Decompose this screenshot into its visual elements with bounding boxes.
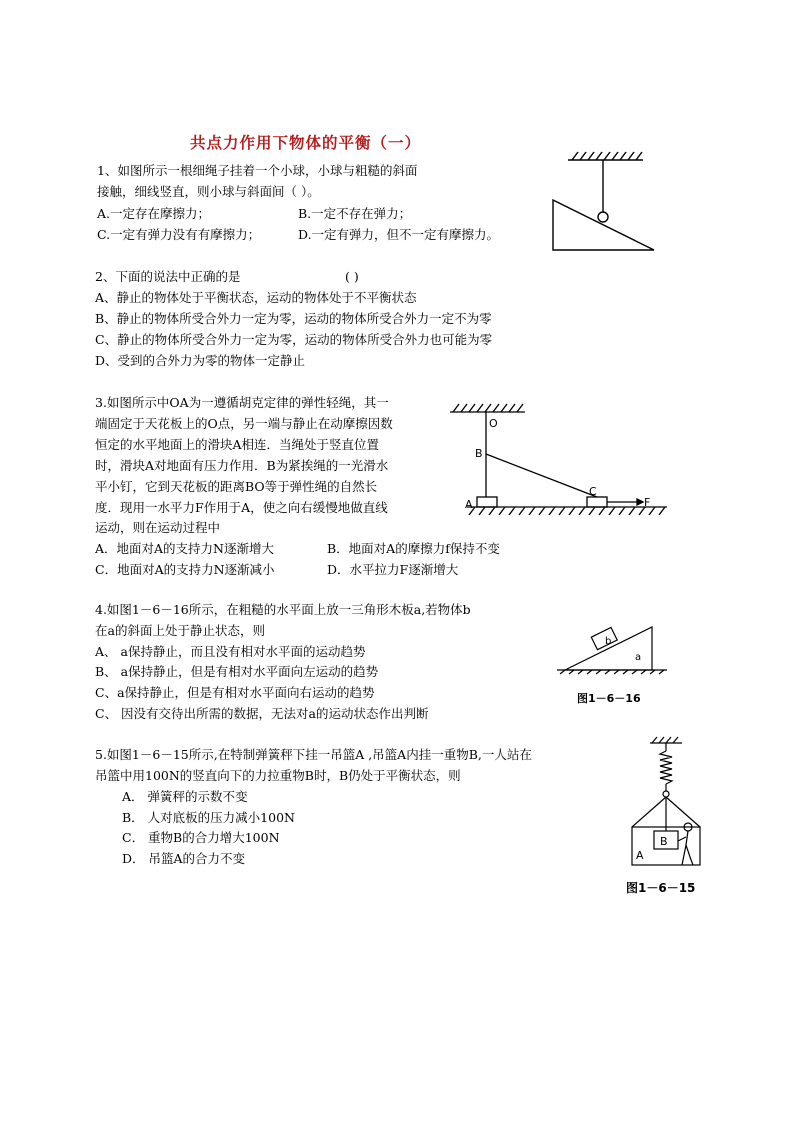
q2-option-c: C、静止的物体所受合外力一定为零，运动的物体所受合外力也可能为零 bbox=[95, 332, 493, 347]
q5-option-b: B． 人对底板的压力减小100N bbox=[122, 810, 295, 825]
q3-label-c: C bbox=[589, 485, 597, 498]
q5-stem-line2: 吊篮中用100N的竖直向下的力拉重物B时，B仍处于平衡状态，则 bbox=[95, 768, 461, 783]
q3-option-c: C．地面对A的支持力N逐渐减小 bbox=[95, 562, 275, 577]
q5-figure-caption: 图1－6－15 bbox=[626, 881, 696, 895]
q1-option-a: A.一定存在摩擦力； bbox=[97, 206, 211, 221]
q5-option-a: A． 弹簧秤的示数不变 bbox=[122, 789, 248, 804]
q3-option-a: A．地面对A的支持力N逐渐增大 bbox=[95, 541, 274, 556]
q2-option-a: A、静止的物体处于平衡状态，运动的物体处于不平衡状态 bbox=[95, 290, 417, 305]
q4-figure-caption: 图1－6－16 bbox=[577, 692, 641, 705]
q3-stem-line6: 度．现用一水平力F作用于A，使之向右缓慢地做直线 bbox=[95, 500, 388, 515]
q3-label-f: F bbox=[644, 496, 651, 509]
q4-label-b: b bbox=[605, 636, 612, 647]
q4-label-a: a bbox=[635, 652, 642, 663]
q1-stem-line1: 1、如图所示一根细绳子挂着一个小球，小球与粗糙的斜面 bbox=[97, 163, 418, 178]
q5-label-a: A bbox=[636, 849, 644, 862]
q4-stem-line2: 在a的斜面上处于静止状态，则 bbox=[95, 623, 265, 638]
q5-stem-line1: 5.如图1－6－15所示,在特制弹簧秤下挂一吊篮A ,吊篮A内挂一重物B,一人站在 bbox=[95, 747, 532, 762]
q4-option-b: B、 a保持静止，但是有相对水平面向左运动的趋势 bbox=[95, 664, 379, 679]
q2-stem: 2、下面的说法中正确的是 bbox=[95, 269, 241, 284]
q5-label-b: B bbox=[660, 835, 668, 848]
q4-option-d: C、 因没有交待出所需的数据，无法对a的运动状态作出判断 bbox=[95, 706, 429, 721]
q3-option-d: D．水平拉力F逐渐增大 bbox=[327, 562, 459, 577]
q3-stem-line7: 运动，则在运动过程中 bbox=[95, 520, 221, 535]
q1-stem-line2: 接触，细线竖直，则小球与斜面间（ ）。 bbox=[97, 184, 320, 199]
q3-figure-elastic-rope bbox=[445, 402, 675, 524]
q4-stem-line1: 4.如图1－6－16所示，在粗糙的水平面上放一三角形木板a,若物体b bbox=[95, 602, 471, 617]
q3-label-a: A bbox=[465, 498, 473, 511]
q3-stem-line2: 端固定于天花板上的O点，另一端与静止在动摩擦因数 bbox=[95, 416, 393, 431]
q3-stem-line1: 3.如图所示中OA为一遵循胡克定律的弹性轻绳，其一 bbox=[95, 395, 389, 410]
q3-label-o: O bbox=[489, 417, 498, 430]
q5-figure-spring-basket bbox=[620, 735, 715, 900]
q4-figure-wedge bbox=[555, 622, 675, 704]
q3-label-b: B bbox=[475, 447, 483, 460]
q2-option-d: D、受到的合外力为零的物体一定静止 bbox=[95, 353, 306, 368]
q3-option-b: B．地面对A的摩擦力f保持不变 bbox=[327, 541, 500, 556]
q3-stem-line3: 恒定的水平地面上的滑块A相连．当绳处于竖直位置 bbox=[95, 437, 380, 452]
q4-option-a: A、 a保持静止，而且没有相对水平面的运动趋势 bbox=[95, 644, 366, 659]
q3-stem-line4: 时，滑块A对地面有压力作用．B为紧挨绳的一光滑水 bbox=[95, 458, 389, 473]
q4-option-c: C、a保持静止，但是有相对水平面向右运动的趋势 bbox=[95, 685, 375, 700]
q5-option-c: C． 重物B的合力增大100N bbox=[122, 830, 280, 845]
q5-option-d: D． 吊篮A的合力不变 bbox=[122, 851, 246, 866]
q1-option-b: B.一定不存在弹力； bbox=[298, 206, 412, 221]
q1-option-d: D.一定有弹力，但不一定有摩擦力。 bbox=[298, 227, 500, 242]
q2-answer-paren: ( ) bbox=[345, 269, 359, 284]
q3-stem-line5: 平小钉，它到天花板的距离BO等于弹性绳的自然长 bbox=[95, 479, 378, 494]
q2-option-b: B、静止的物体所受合外力一定为零，运动的物体所受合外力一定不为零 bbox=[95, 311, 492, 326]
page-title: 共点力作用下物体的平衡（一） bbox=[190, 133, 422, 152]
q1-figure-ball-on-incline bbox=[548, 150, 663, 255]
q1-option-c: C.一定有弹力没有有摩擦力； bbox=[97, 227, 261, 242]
